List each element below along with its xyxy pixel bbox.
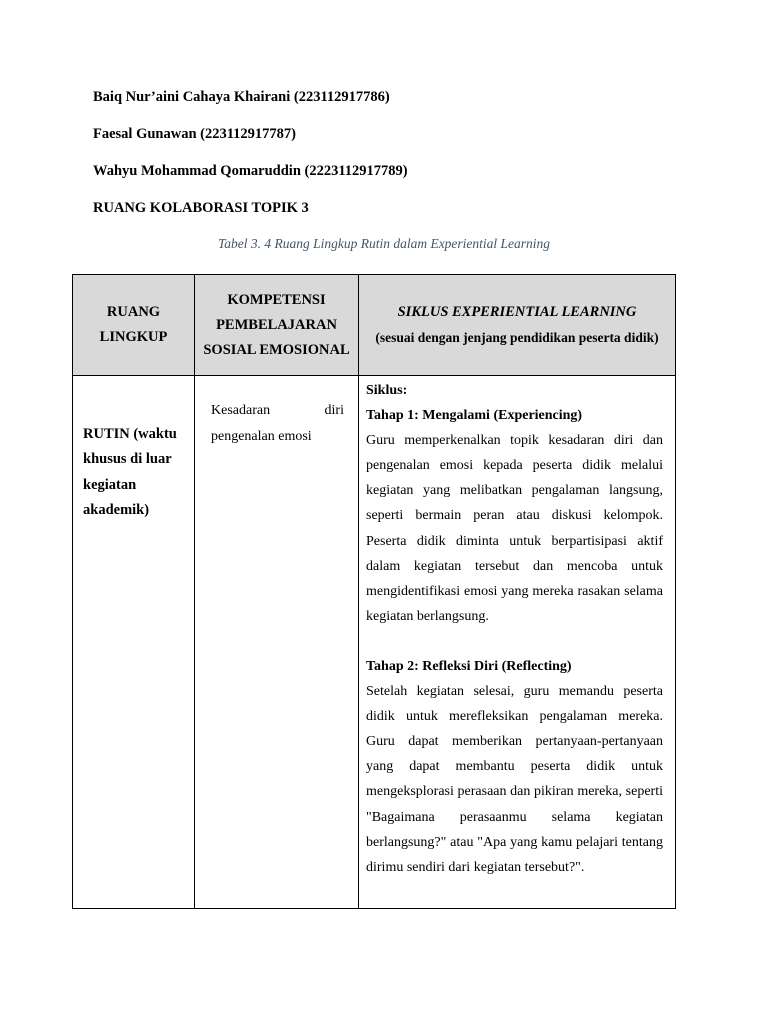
experiential-learning-table [72,274,676,909]
document-heading: RUANG KOLABORASI TOPIK 3 [93,200,309,216]
header-competency [195,275,359,376]
stage2-title: Tahap 2: Refleksi Diri (Reflecting) [366,658,572,674]
header-competency-label: KOMPETENSI PEMBELAJARAN SOSIAL EMOSIONAL [203,291,350,358]
cell-competency [195,376,359,909]
stage1-title: Tahap 1: Mengalami (Experiencing) [366,408,583,424]
header-scope-label: RUANG LINGKUP [99,304,168,345]
author-line-1: Baiq Nur’aini Cahaya Khairani (223112917786) [93,89,390,105]
stage1-text: Guru memperkenalkan topik kesadaran diri dan pengenalan emosi kepada peserta didik melalui kegiatan yang melibatkan pengalaman langsung, seperti bermain peran atau diskusi kelompok. Peserta didik diminta untuk berpartisipasi aktif dalam kegiatan tersebut dan mencoba untuk mengidentifikasi emosi yang mereka rasakan selama kegiatan berlangsung. [366,433,663,624]
header-cycle-title: SIKLUS EXPERIENTIAL LEARNING [397,304,637,320]
header-scope [73,275,195,376]
stage2-text: Setelah kegiatan selesai, guru memandu peserta didik untuk merefleksikan pengalaman mereka. Guru dapat memberikan pertanyaan-pertanyaan yang dapat membantu peserta didik untuk mengeksplorasi perasaan dan pikiran mereka, seperti "Bagaimana perasaanmu selama kegiatan berlangsung?" atau "Apa yang kamu pelajari tentang dirimu sendiri dari kegiatan tersebut?". [366,684,663,875]
table-caption: Tabel 3. 4 Ruang Lingkup Rutin dalam Experiential Learning [217,236,551,251]
table-header-row [73,275,676,376]
table-row [73,376,676,909]
header-cycle [359,275,676,376]
stage-spacer [366,629,663,654]
scope-text: RUTIN (waktu khusus di luar kegiatan akademik) [83,426,177,518]
author-line-3: Wahyu Mohammad Qomaruddin (2223112917789) [93,163,408,179]
cycle-label: Siklus: [366,383,408,398]
author-line-2: Faesal Gunawan (223112917787) [93,126,297,142]
header-cycle-subtitle: (sesuai dengan jenjang pendidikan peserta didik) [375,330,659,345]
cell-scope [73,376,195,909]
competency-text: Kesadaran diri pengenalan emosi [211,403,344,444]
cell-cycle [359,376,676,909]
